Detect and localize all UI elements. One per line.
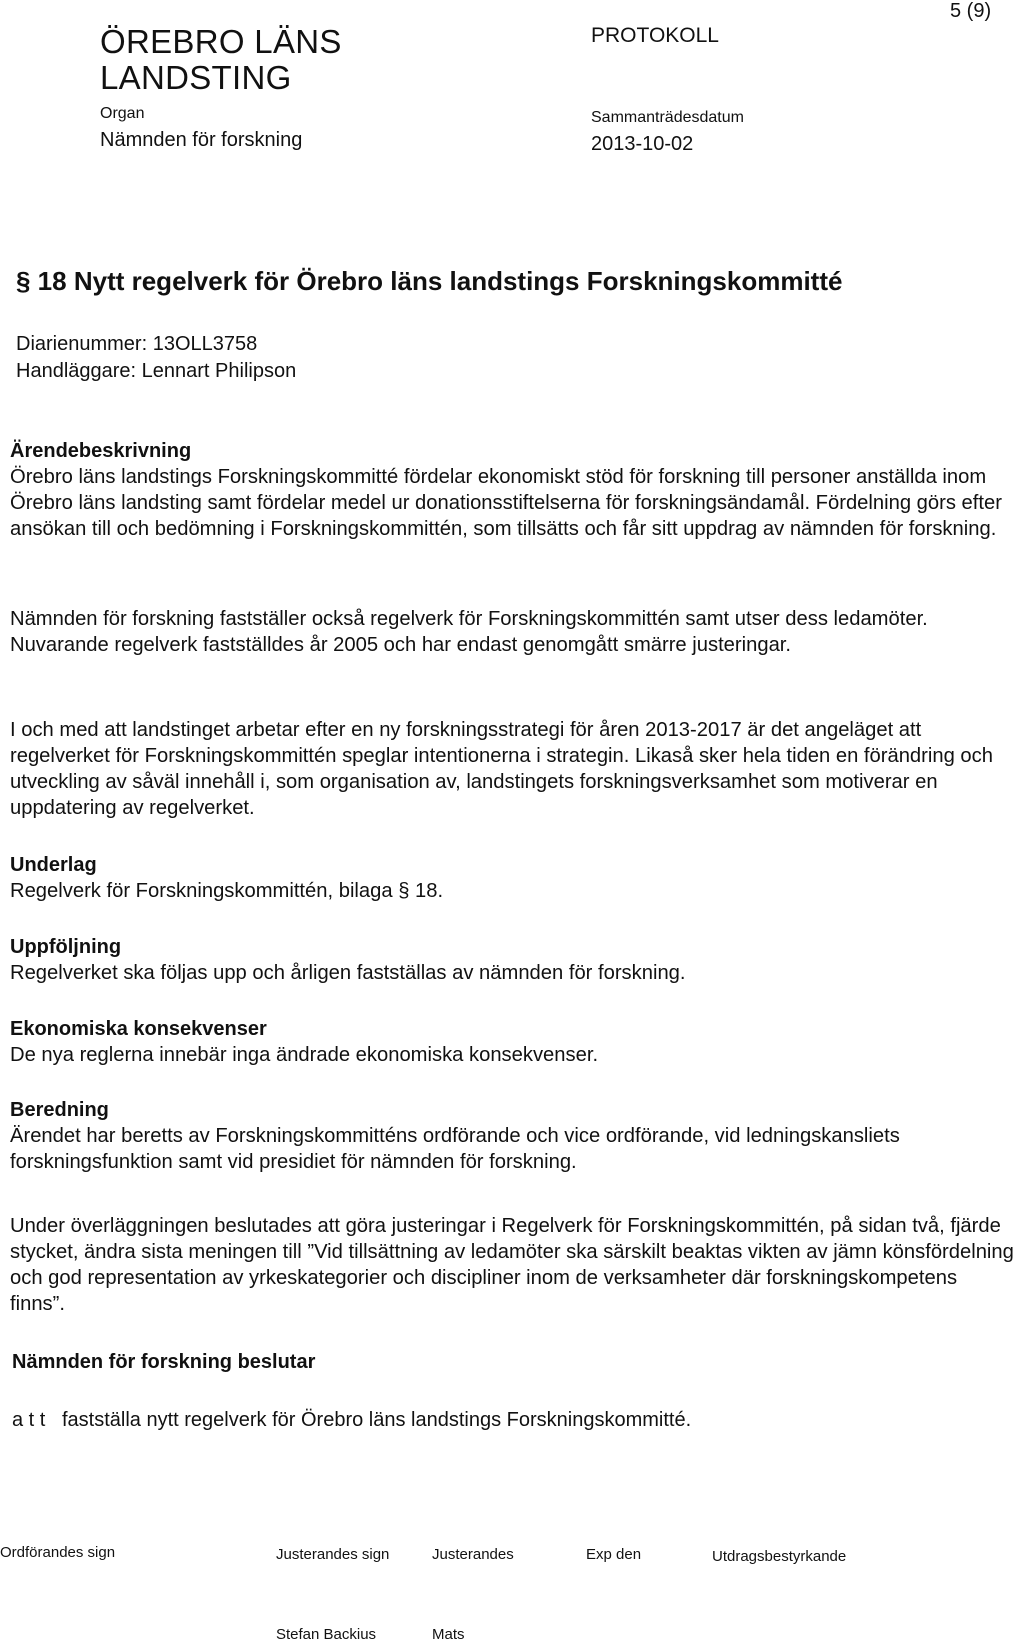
document-type: PROTOKOLL: [591, 24, 719, 47]
underlag-heading: Underlag: [10, 854, 97, 876]
ordforande-sign: Ordförandes sign: [0, 1544, 116, 1561]
ekonomi-heading: Ekonomiska konsekvenser: [10, 1018, 267, 1040]
ekonomi-section: [10, 1016, 1015, 1068]
utdragsbestyrkande: Utdragsbestyrkande: [712, 1548, 847, 1565]
underlag-section: [10, 852, 1015, 904]
arende-section: [10, 438, 1015, 542]
arende-paragraph-3-block: [10, 717, 1015, 821]
diarienummer: Diarienummer: 13OLL3758: [16, 333, 258, 355]
date-value: 2013-10-02: [591, 133, 694, 155]
uppfoljning-section: [10, 934, 1015, 986]
page-number: 5 (9): [950, 0, 992, 22]
beredning-heading: Beredning: [10, 1099, 109, 1121]
beredning-paragraph-2-block: [10, 1213, 1015, 1317]
arende-heading: Ärendebeskrivning: [10, 440, 192, 462]
organ-value: Nämnden för forskning: [100, 129, 303, 151]
ekonomi-text: De nya reglerna innebär inga ändrade ekonomiska konsekvenser.: [10, 1044, 599, 1066]
arende-paragraph-1: Örebro läns landstings Forskningskommitté fördelar ekonomiskt stöd för forskning till personer anställda inom Örebro läns landsting samt fördelar medel ur donationsstiftelserna för forskningsändamål. Fördelning görs efter ansökan till och bedömning i Forskningskommittén, som tillsätts och får sitt uppdrag av nämnden för forskning.: [10, 466, 1002, 540]
arende-paragraph-2: Nämnden för forskning fastställer också regelverk för Forskningskommittén samt utser dess ledamöter. Nuvarande regelverk fastställdes år 2005 och har endast genomgått smärre justeringar.: [10, 608, 928, 656]
signatory-name-2: Mats: [432, 1626, 465, 1643]
underlag-text: Regelverk för Forskningskommittén, bilaga § 18.: [10, 880, 444, 902]
justerandes-sign: Justerandes sign: [276, 1546, 390, 1563]
arende-paragraph-2-block: [10, 606, 1015, 658]
section-title: § 18 Nytt regelverk för Örebro läns landstings Forskningskommitté: [16, 266, 843, 296]
beslut-text: fastställa nytt regelverk för Örebro läns landstings Forskningskommitté.: [62, 1409, 692, 1431]
organ-label: Organ: [100, 105, 145, 122]
uppfoljning-heading: Uppföljning: [10, 936, 122, 958]
exp-den: Exp den: [586, 1546, 642, 1563]
beslut-heading: Nämnden för forskning beslutar: [12, 1351, 316, 1373]
justerandes: Justerandes: [432, 1546, 514, 1563]
org-name-line1: ÖREBRO LÄNS: [100, 23, 342, 60]
arende-paragraph-3: I och med att landstinget arbetar efter en ny forskningsstrategi för åren 2013-2017 är det angeläget att regelverket för Forskningskommittén speglar intentionerna i strategin. Likaså sker hela tiden en förändring och utveckling av såväl innehåll i, som organisation av, landstingets forskningsverksamhet som motiverar en uppdatering av regelverket.: [10, 719, 993, 819]
beslut-att: a t t: [12, 1409, 46, 1431]
handlaggare: Handläggare: Lennart Philipson: [16, 360, 297, 382]
org-name-line2: LANDSTING: [100, 59, 292, 96]
uppfoljning-text: Regelverket ska följas upp och årligen fastställas av nämnden för forskning.: [10, 962, 686, 984]
beredning-section: [10, 1097, 1015, 1175]
beredning-paragraph-2: Under överläggningen beslutades att göra justeringar i Regelverk för Forskningskommittén, på sidan två, fjärde stycket, ändra sista meningen till ”Vid tillsättning av ledamöter ska särskilt beaktas vikten av jämn könsfördelning och god representation av yrkeskategorier och discipliner inom de verksamheter där forskningskompetens finns”.: [10, 1215, 1014, 1315]
signatory-name-1: Stefan Backius: [276, 1626, 377, 1643]
date-label: Sammanträdesdatum: [591, 109, 744, 126]
beredning-paragraph-1: Ärendet har beretts av Forskningskommitténs ordförande och vice ordförande, vid ledningskansliets forskningsfunktion samt vid presidiet för nämnden för forskning.: [10, 1125, 900, 1173]
